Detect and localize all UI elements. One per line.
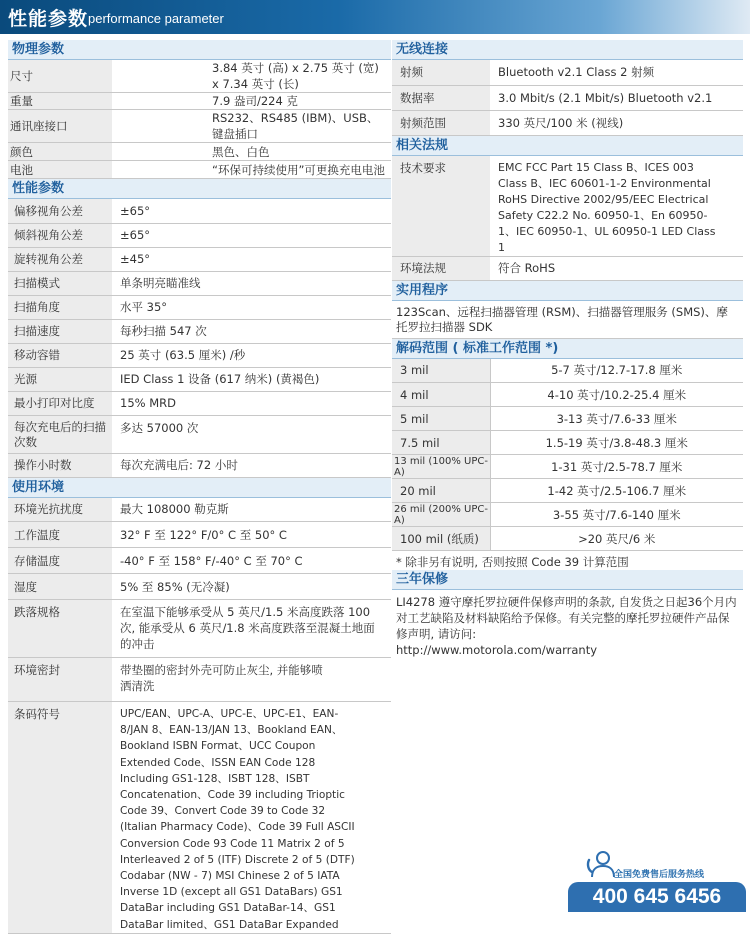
- table-row: 重量 7.9 盎司/224 克: [8, 93, 391, 110]
- table-row: 扫描模式 单条明亮瞄准线: [8, 271, 391, 295]
- section-environment-heading: 使用环境: [8, 478, 391, 498]
- left-column: [8, 40, 391, 934]
- table-row: 26 mil (200% UPC-A) 3-55 英寸/7.6-140 厘米: [392, 503, 743, 527]
- header-banner: [0, 0, 750, 34]
- hotline-number[interactable]: 400 645 6456: [568, 882, 746, 912]
- table-row: 5 mil 3-13 英寸/7.6-33 厘米: [392, 407, 743, 431]
- hotline-label: 全国免费售后服务热线: [614, 867, 704, 880]
- table-row: 扫描速度 每秒扫描 547 次: [8, 319, 391, 343]
- table-row: 射频 Bluetooth v2.1 Class 2 射频: [392, 60, 743, 85]
- section-wireless-heading: 无线连接: [392, 40, 743, 60]
- table-row: 环境法规 符合 RoHS: [392, 256, 743, 280]
- table-row: 倾斜视角公差 ±65°: [8, 223, 391, 247]
- table-row: 光源 IED Class 1 设备 (617 纳米) (黄褐色): [8, 367, 391, 391]
- table-row: 条码符号 UPC/EAN、UPC-A、UPC-E、UPC-E1、EAN-8/JAN 8、EAN-13/JAN 13、Bookland EAN、Bookland ISBN Format、UCC Coupon Extended Code、ISSN EAN Code 128 Including GS1-128、ISBT 128、ISBT Concatenation、Code 39 including Trioptic Code 39、Convert Code 39 to Code 32 (Italian Pharmacy Code)、Code 39 Full ASCII Conversion Code 93 Code 11 Matrix 2 of 5 Interleaved 2 of 5 (ITF) Discrete 2 of 5 (DTF) Codabar (NW - 7) MSI Chinese 2 of 5 IATA Inverse 1D (except all GS1 DataBars) GS1 DataBar including GS1 DataBar-14、GS1 DataBar limited、GS1 DataBar Expanded: [8, 702, 391, 934]
- section-warranty-heading: 三年保修: [392, 570, 743, 590]
- section-utilities-heading: 实用程序: [392, 281, 743, 301]
- table-row: 存储温度 -40° F 至 158° F/-40° C 至 70° C: [8, 548, 391, 574]
- table-row: 每次充电后的扫描次数 多达 57000 次: [8, 415, 391, 453]
- warranty-link[interactable]: http://www.motorola.com/warranty: [396, 642, 739, 658]
- phone-person-icon: [586, 848, 616, 878]
- section-decode-heading: 解码范围 ( 标准工作范围 *): [392, 339, 743, 359]
- table-row: 射频范围 330 英尺/100 米 (视线): [392, 110, 743, 135]
- regulatory-table: [392, 156, 743, 281]
- table-row: 技术要求 EMC FCC Part 15 Class B、ICES 003 Class B、IEC 60601-1-2 Environmental RoHS Directive 2002/95/EEC Electrical Safety C22.2 No. 60950-1、En 60950-1、IEC 60950-1、UL 60950-1 LED Class 1: [392, 156, 743, 257]
- table-row: 环境密封 带垫圈的密封外壳可防止灰尘, 并能够喷洒清洗: [8, 658, 391, 702]
- section-performance-heading: 性能参数: [8, 179, 391, 199]
- table-row: 20 mil 1-42 英寸/2.5-106.7 厘米: [392, 479, 743, 503]
- table-row: 偏移视角公差 ±65°: [8, 199, 391, 223]
- table-row: 工作温度 32° F 至 122° F/0° C 至 50° C: [8, 522, 391, 548]
- warranty-block: [392, 590, 743, 662]
- environment-table: [8, 498, 391, 934]
- table-row: 移动容错 25 英寸 (63.5 厘米) /秒: [8, 343, 391, 367]
- table-row: 数据率 3.0 Mbit/s (2.1 Mbit/s) Bluetooth v2.1: [392, 85, 743, 110]
- table-row: 100 mil (纸质) >20 英尺/6 米: [392, 527, 743, 551]
- table-row: 通讯座接口 RS232、RS485 (IBM)、USB、键盘插口: [8, 110, 391, 143]
- decode-table: [392, 359, 743, 552]
- table-row: 旋转视角公差 ±45°: [8, 247, 391, 271]
- page-subtitle: performance parameter: [88, 11, 224, 26]
- table-row: 尺寸 3.84 英寸 (高) x 2.75 英寸 (宽) x 7.34 英寸 (长): [8, 60, 391, 93]
- page-title: 性能参数: [8, 4, 88, 31]
- decode-footnote: * 除非另有说明, 否则按照 Code 39 计算范围: [392, 551, 743, 570]
- table-row: 4 mil 4-10 英寸/10.2-25.4 厘米: [392, 383, 743, 407]
- table-row: 跌落规格 在室温下能够承受从 5 英尺/1.5 米高度跌落 100 次, 能承受从 6 英尺/1.8 米高度跌落至混凝土地面的冲击: [8, 600, 391, 658]
- physical-table: [8, 60, 391, 179]
- table-row: 7.5 mil 1.5-19 英寸/3.8-48.3 厘米: [392, 431, 743, 455]
- utilities-text: 123Scan、远程扫描器管理 (RSM)、扫描器管理服务 (SMS)、摩托罗拉扫描器 SDK: [392, 301, 743, 339]
- table-row: 环境光抗扰度 最大 108000 勒克斯: [8, 498, 391, 522]
- table-row: 13 mil (100% UPC-A) 1-31 英寸/2.5-78.7 厘米: [392, 455, 743, 479]
- warranty-text: LI4278 遵守摩托罗拉硬件保修声明的条款, 自发货之日起36个月内对工艺缺陷及材料缺陷给予保修。有关完整的摩托罗拉硬件产品保修声明, 请访问:: [396, 594, 739, 642]
- table-row: 3 mil 5-7 英寸/12.7-17.8 厘米: [392, 359, 743, 383]
- table-row: 电池 “环保可持续使用”可更换充电电池: [8, 161, 391, 179]
- service-hotline: [568, 848, 746, 912]
- table-row: 最小打印对比度 15% MRD: [8, 391, 391, 415]
- table-row: 颜色 黑色、白色: [8, 143, 391, 161]
- performance-table: [8, 199, 391, 478]
- section-physical-heading: 物理参数: [8, 40, 391, 60]
- table-row: 扫描角度 水平 35°: [8, 295, 391, 319]
- table-row: 湿度 5% 至 85% (无冷凝): [8, 574, 391, 600]
- wireless-table: [392, 60, 743, 136]
- table-row: 操作小时数 每次充满电后: 72 小时: [8, 453, 391, 477]
- section-regulatory-heading: 相关法规: [392, 136, 743, 156]
- right-column: [392, 40, 743, 662]
